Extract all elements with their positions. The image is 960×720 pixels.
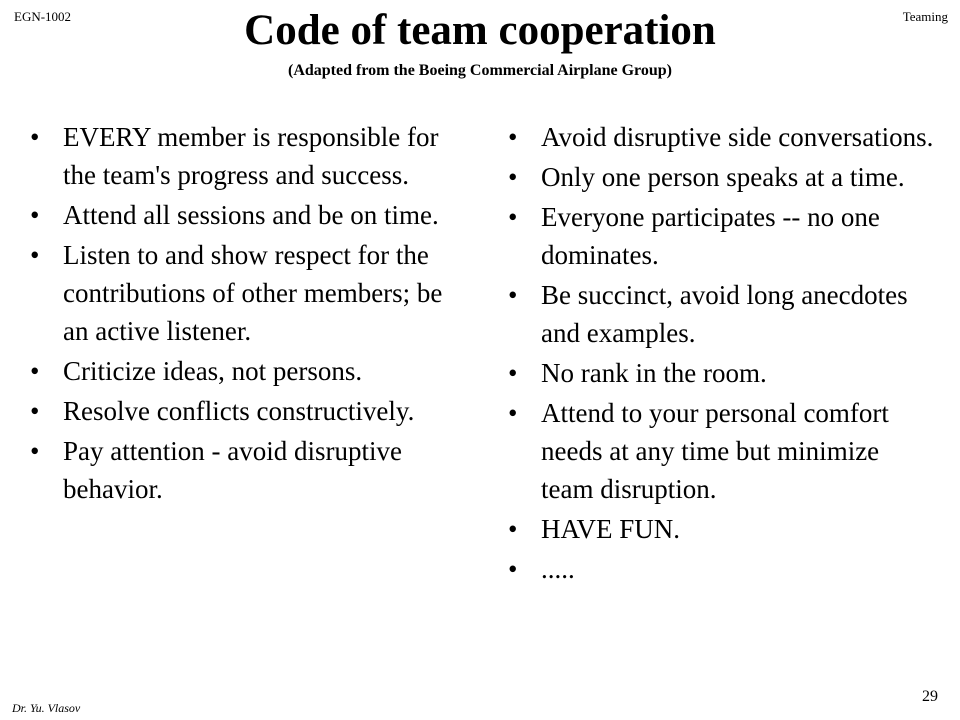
bullet-icon: • — [508, 122, 518, 152]
bullet-icon: • — [508, 280, 518, 310]
list-item-text: HAVE FUN. — [541, 514, 681, 544]
list-item-text: EVERY member is responsible for the team's progress and success. — [63, 122, 439, 190]
list-item-text: ..... — [541, 554, 575, 584]
list-item — [30, 236, 460, 350]
bullet-icon: • — [30, 200, 40, 230]
list-item — [30, 118, 460, 194]
list-item — [508, 510, 938, 548]
list-item-text: Pay attention - avoid disruptive behavior. — [63, 436, 402, 504]
list-item-text: Listen to and show respect for the contributions of other members; be an active listener. — [63, 240, 443, 346]
list-item — [30, 392, 460, 430]
list-item-text: Attend to your personal comfort needs at any time but minimize team disruption. — [541, 398, 889, 504]
course-code: EGN-1002 — [14, 9, 72, 24]
right-bullet-list — [508, 118, 938, 590]
list-item — [508, 550, 938, 588]
list-item-text: Only one person speaks at a time. — [541, 162, 905, 192]
author-name: Dr. Yu. Vlasov — [12, 701, 81, 715]
bullet-icon: • — [508, 514, 518, 544]
list-item — [508, 354, 938, 392]
list-item — [30, 196, 460, 234]
list-item-text: Attend all sessions and be on time. — [63, 200, 439, 230]
bullet-icon: • — [508, 202, 518, 232]
list-item — [508, 118, 938, 156]
list-item-text: Avoid disruptive side conversations. — [541, 122, 934, 152]
topic-label: Teaming — [902, 9, 948, 24]
list-item-text: Be succinct, avoid long anecdotes and examples. — [541, 280, 908, 348]
list-item — [30, 432, 460, 508]
list-item — [508, 394, 938, 508]
bullet-icon: • — [508, 398, 518, 428]
list-item-text: Everyone participates -- no one dominates. — [541, 202, 880, 270]
bullet-icon: • — [30, 396, 40, 426]
list-item — [508, 158, 938, 196]
bullet-icon: • — [508, 554, 518, 584]
slide-subtitle: (Adapted from the Boeing Commercial Airplane Group) — [288, 62, 672, 79]
list-item-text: Criticize ideas, not persons. — [63, 356, 363, 386]
bullet-icon: • — [30, 122, 40, 152]
bullet-icon: • — [508, 162, 518, 192]
left-bullet-list — [30, 118, 460, 510]
page-number: 29 — [922, 688, 938, 705]
bullet-icon: • — [30, 436, 40, 466]
bullet-icon: • — [508, 358, 518, 388]
slide-title: Code of team cooperation — [244, 7, 716, 54]
list-item-text: No rank in the room. — [541, 358, 767, 388]
list-item-text: Resolve conflicts constructively. — [63, 396, 415, 426]
list-item — [508, 276, 938, 352]
list-item — [30, 352, 460, 390]
bullet-icon: • — [30, 240, 40, 270]
list-item — [508, 198, 938, 274]
bullet-icon: • — [30, 356, 40, 386]
